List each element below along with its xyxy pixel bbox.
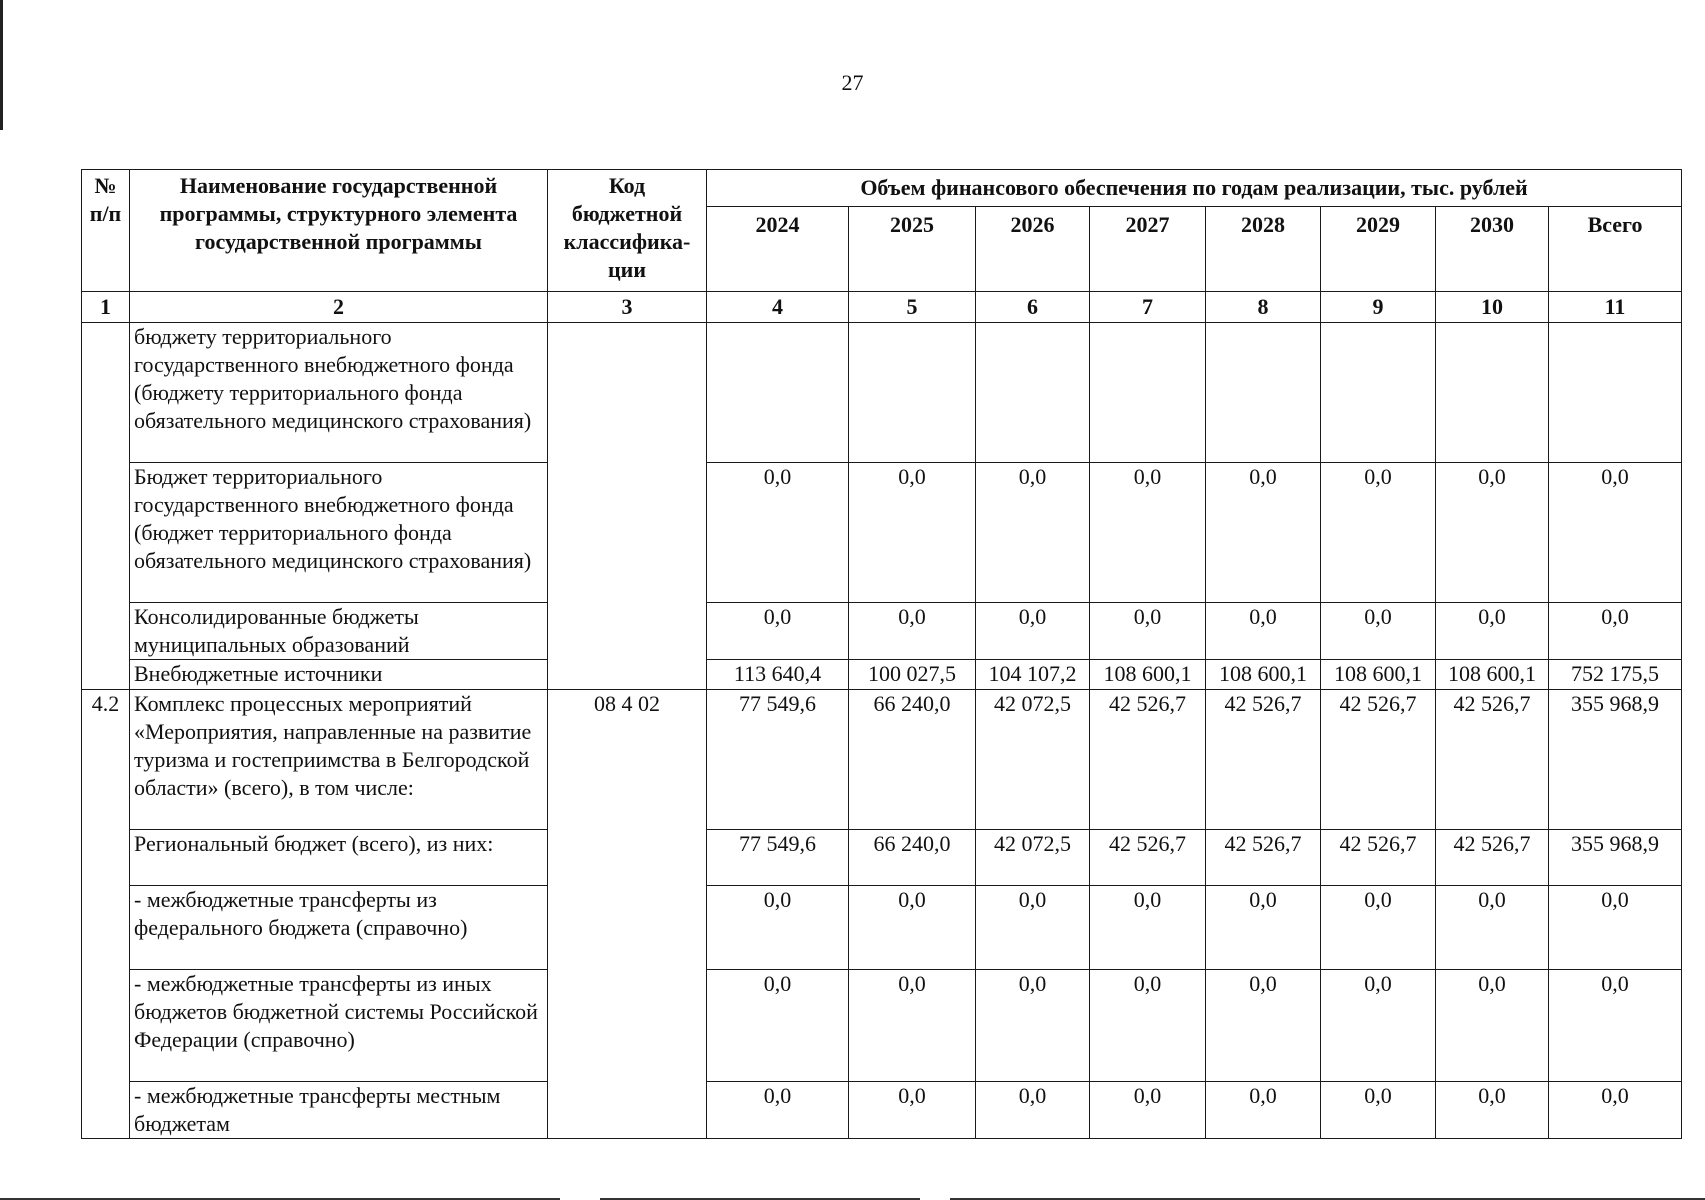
row-name: бюджету территориального государственного внебюджетного фонда (бюджету территориального фонда обязательного медицинского страхования) xyxy=(130,323,548,463)
header-col-code: Код бюджетной классифика-ции xyxy=(548,170,707,292)
value-cell: 0,0 xyxy=(849,970,976,1082)
row-name: Внебюджетные источники xyxy=(130,660,548,690)
value-cell: 0,0 xyxy=(976,886,1090,970)
total-cell xyxy=(1549,323,1682,463)
header-year: 2029 xyxy=(1321,207,1436,292)
value-cell: 0,0 xyxy=(849,603,976,660)
value-cell: 0,0 xyxy=(1090,970,1206,1082)
header-year: 2027 xyxy=(1090,207,1206,292)
total-cell: 0,0 xyxy=(1549,603,1682,660)
header-col-name: Наименование государственной программы, структурного элемента государственной программы xyxy=(130,170,548,292)
row-code-cell xyxy=(548,323,707,690)
column-number: 10 xyxy=(1436,292,1549,323)
column-number: 11 xyxy=(1549,292,1682,323)
value-cell: 0,0 xyxy=(1436,886,1549,970)
table-row xyxy=(82,830,1682,886)
column-number: 8 xyxy=(1206,292,1321,323)
table-row xyxy=(82,1082,1682,1139)
total-cell: 355 968,9 xyxy=(1549,830,1682,886)
value-cell xyxy=(1436,323,1549,463)
value-cell: 0,0 xyxy=(1206,463,1321,603)
page-number: 27 xyxy=(841,70,864,95)
value-cell xyxy=(707,323,849,463)
header-year: 2030 xyxy=(1436,207,1549,292)
header-col-volume: Объем финансового обеспечения по годам реализации, тыс. рублей xyxy=(707,170,1682,207)
row-name: Консолидированные бюджеты муниципальных образований xyxy=(130,603,548,660)
table-row xyxy=(82,886,1682,970)
value-cell: 0,0 xyxy=(1321,886,1436,970)
row-code: 08 4 02 xyxy=(548,690,707,1139)
column-number: 7 xyxy=(1090,292,1206,323)
scan-left-edge xyxy=(0,0,3,130)
table-row xyxy=(82,463,1682,603)
value-cell: 0,0 xyxy=(1321,970,1436,1082)
total-cell: 752 175,5 xyxy=(1549,660,1682,690)
budget-table xyxy=(81,169,1682,1139)
value-cell: 104 107,2 xyxy=(976,660,1090,690)
row-index-cell xyxy=(82,323,130,690)
value-cell: 0,0 xyxy=(1436,1082,1549,1139)
value-cell: 113 640,4 xyxy=(707,660,849,690)
row-name: Региональный бюджет (всего), из них: xyxy=(130,830,548,886)
value-cell: 0,0 xyxy=(849,886,976,970)
value-cell xyxy=(1321,323,1436,463)
value-cell: 66 240,0 xyxy=(849,690,976,830)
value-cell: 42 526,7 xyxy=(1321,690,1436,830)
value-cell: 0,0 xyxy=(976,603,1090,660)
value-cell: 42 526,7 xyxy=(1090,690,1206,830)
total-cell: 0,0 xyxy=(1549,886,1682,970)
value-cell: 0,0 xyxy=(1321,603,1436,660)
table-row xyxy=(82,690,1682,830)
table-row xyxy=(82,660,1682,690)
value-cell: 0,0 xyxy=(1321,463,1436,603)
value-cell: 77 549,6 xyxy=(707,830,849,886)
header-year: 2026 xyxy=(976,207,1090,292)
value-cell: 42 526,7 xyxy=(1090,830,1206,886)
value-cell: 42 072,5 xyxy=(976,690,1090,830)
value-cell: 0,0 xyxy=(849,1082,976,1139)
value-cell: 108 600,1 xyxy=(1321,660,1436,690)
value-cell xyxy=(1206,323,1321,463)
header-year: 2025 xyxy=(849,207,976,292)
value-cell xyxy=(1090,323,1206,463)
column-number: 4 xyxy=(707,292,849,323)
value-cell: 0,0 xyxy=(1090,886,1206,970)
value-cell: 0,0 xyxy=(707,970,849,1082)
value-cell: 108 600,1 xyxy=(1090,660,1206,690)
value-cell: 0,0 xyxy=(849,463,976,603)
header-total: Всего xyxy=(1549,207,1682,292)
value-cell: 42 526,7 xyxy=(1321,830,1436,886)
column-number: 3 xyxy=(548,292,707,323)
value-cell: 0,0 xyxy=(1090,1082,1206,1139)
total-cell: 0,0 xyxy=(1549,1082,1682,1139)
value-cell: 108 600,1 xyxy=(1436,660,1549,690)
value-cell: 0,0 xyxy=(1206,1082,1321,1139)
value-cell: 42 526,7 xyxy=(1206,830,1321,886)
table-row xyxy=(82,970,1682,1082)
table-row xyxy=(82,323,1682,463)
row-name: Комплекс процессных мероприятий «Мероприятия, направленные на развитие туризма и гостеприимства в Белгородской области» (всего), в том числе: xyxy=(130,690,548,830)
row-name: - межбюджетные трансферты из федерального бюджета (справочно) xyxy=(130,886,548,970)
value-cell: 0,0 xyxy=(1206,603,1321,660)
value-cell: 42 526,7 xyxy=(1206,690,1321,830)
value-cell: 42 072,5 xyxy=(976,830,1090,886)
row-name: - межбюджетные трансферты из иных бюджетов бюджетной системы Российской Федерации (справочно) xyxy=(130,970,548,1082)
value-cell: 0,0 xyxy=(1206,970,1321,1082)
value-cell: 77 549,6 xyxy=(707,690,849,830)
value-cell: 0,0 xyxy=(976,463,1090,603)
value-cell: 0,0 xyxy=(1090,603,1206,660)
value-cell: 0,0 xyxy=(1436,463,1549,603)
column-number: 5 xyxy=(849,292,976,323)
value-cell: 0,0 xyxy=(1436,970,1549,1082)
value-cell: 0,0 xyxy=(976,970,1090,1082)
value-cell: 0,0 xyxy=(1090,463,1206,603)
value-cell xyxy=(849,323,976,463)
value-cell: 0,0 xyxy=(1436,603,1549,660)
value-cell: 0,0 xyxy=(707,463,849,603)
total-cell: 0,0 xyxy=(1549,970,1682,1082)
value-cell: 0,0 xyxy=(707,1082,849,1139)
total-cell: 355 968,9 xyxy=(1549,690,1682,830)
row-name: Бюджет территориального государственного внебюджетного фонда (бюджет территориального фонда обязательного медицинского страхования) xyxy=(130,463,548,603)
column-number: 1 xyxy=(82,292,130,323)
row-name: - межбюджетные трансферты местным бюджетам xyxy=(130,1082,548,1139)
value-cell: 66 240,0 xyxy=(849,830,976,886)
value-cell: 0,0 xyxy=(976,1082,1090,1139)
row-index: 4.2 xyxy=(82,690,130,1139)
total-cell: 0,0 xyxy=(1549,463,1682,603)
header-year: 2024 xyxy=(707,207,849,292)
value-cell: 42 526,7 xyxy=(1436,830,1549,886)
value-cell: 0,0 xyxy=(1206,886,1321,970)
value-cell: 0,0 xyxy=(707,603,849,660)
column-number: 2 xyxy=(130,292,548,323)
value-cell: 0,0 xyxy=(1321,1082,1436,1139)
value-cell: 100 027,5 xyxy=(849,660,976,690)
value-cell xyxy=(976,323,1090,463)
header-year: 2028 xyxy=(1206,207,1321,292)
value-cell: 108 600,1 xyxy=(1206,660,1321,690)
value-cell: 42 526,7 xyxy=(1436,690,1549,830)
column-number: 9 xyxy=(1321,292,1436,323)
column-number: 6 xyxy=(976,292,1090,323)
table-row xyxy=(82,603,1682,660)
header-col-number: № п/п xyxy=(82,170,130,292)
value-cell: 0,0 xyxy=(707,886,849,970)
